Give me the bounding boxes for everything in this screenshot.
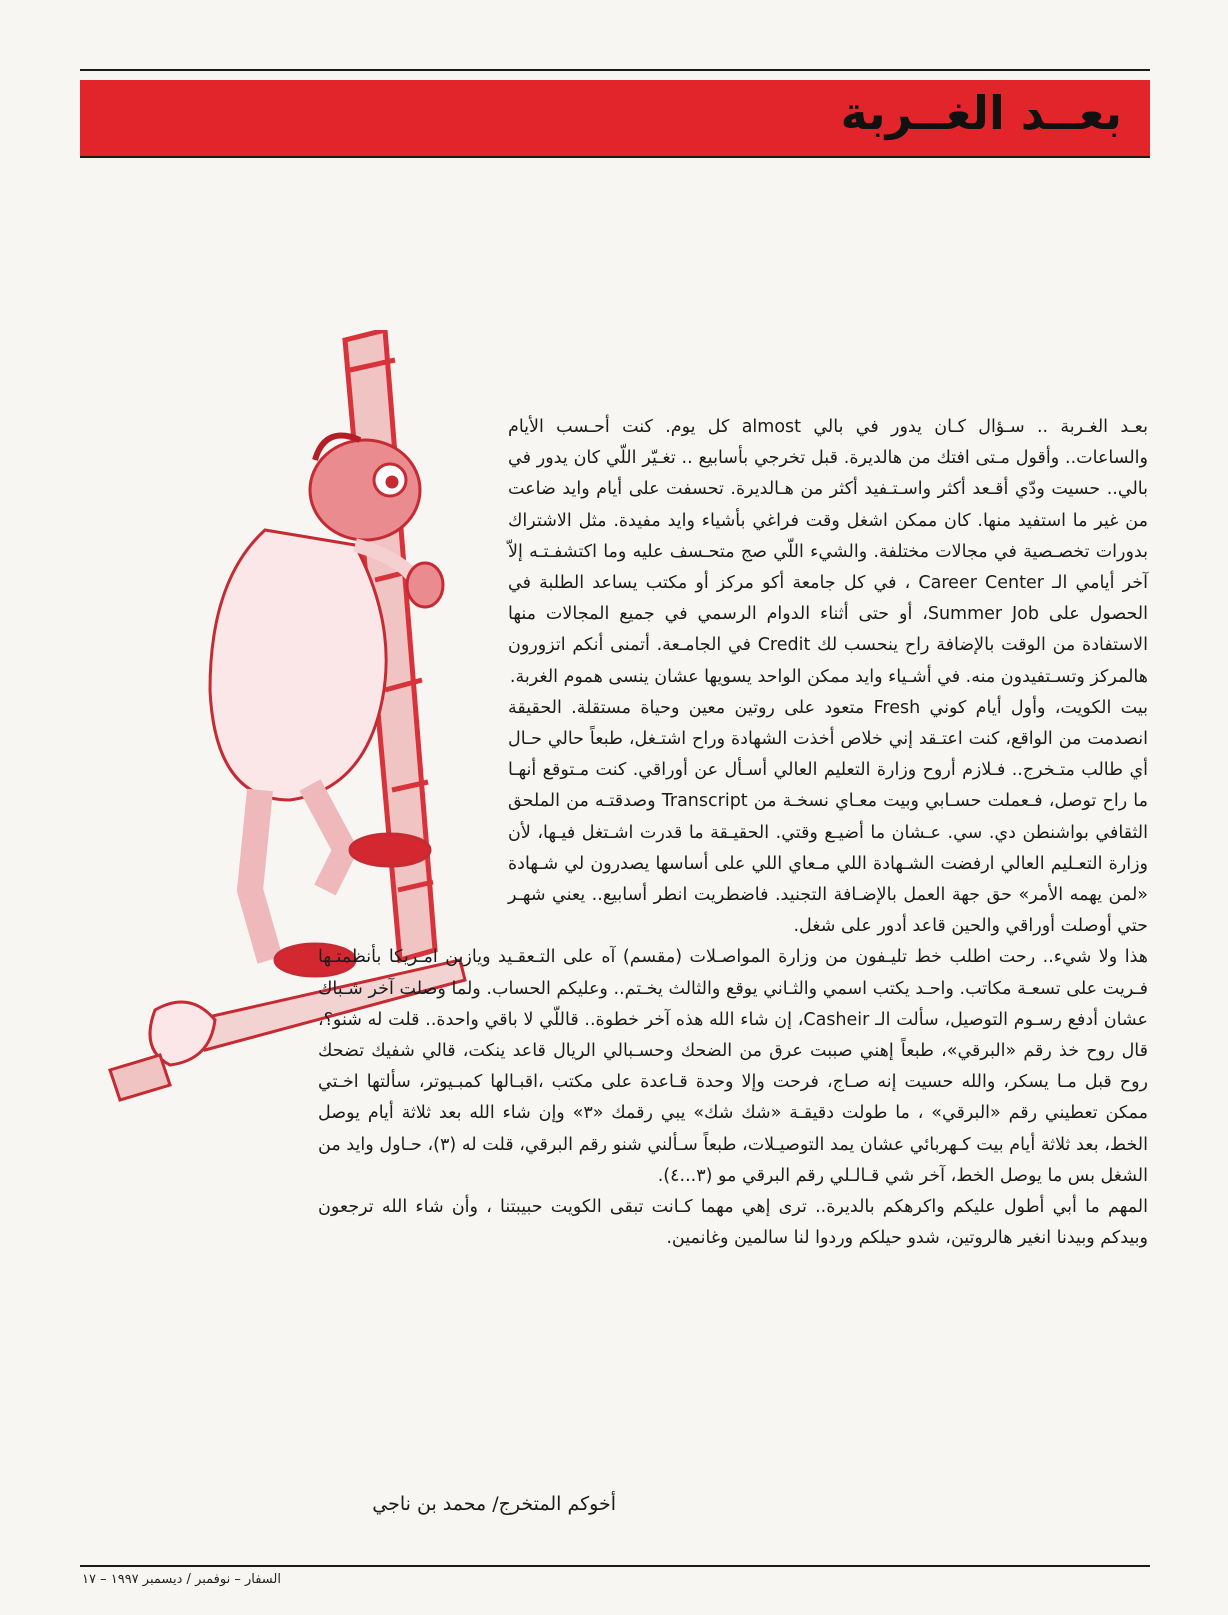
paragraph: بيت الكويت، وأول أيام كوني Fresh متعود على روتين معين وحياة مستقلة. الحقيقة انصدمت من الواقع، كنت اعتـقد إني خلاص أخذت الشهادة وراح اشتـغل، طبعاً حالي حـال أي طالب متـخرج.. فـلازم أروح وزارة التعليم العالي أسـأل عن أوراقي. كنت مـتوقع أنهـا ما راح توصل، فـعملت حسـابي وبيت معـاي نسخـة من Transcript وصدقتـه من الملحق الثقافي بواشنطن دي. سي. عـشان ما أضيـع وقتي. الحقيـقة ما قدرت اشـتغل فيـها، لأن وزارة التعـليم العالي ارفضت الشـهادة اللي مـعاي اللي على أساسها يصدرون لي شـهادة «لمن يهمه الأمر» حق جهة العمل بالإضـافة التجنيد. فاضطريت انطر أسابيع.. يعني شهـر حتي أوصلت أوراقي والحين قاعد أدور على شغل. — [508, 697, 1149, 937]
paragraph: بعـد الغـربة .. سـؤال كـان يدور في بالي almost كل يوم. كنت أحـسب الأيام والساعات.. وأقول مـتى افتك من هالديرة. قبل تخرجي بأسابيع .. تغـيّر اللّي كان يدور في بالي.. حسيت ودّي أقـعد أكثر واسـتـفيد أكثر من هـالديرة. تحسفت على أيام وايد ضاعت من غير ما استفيد منها. كان ممكن اشغل وقت فراغي بأشياء وايد مفيدة. مثل الاشتراك بدورات تخصـصية في مجالات مختلفة. والشيء اللّي صج متحـسف عليه وما اكتشفـتـه إلاّ آخر أيامي الـ Career Center ، في كل جامعة أكو مركز أو مكتب يساعد الطلبة في الحصول على Summer Job، أو حتى أثناء الدوام الرسمي في جميع المجالات منها الاستفادة من الوقت بالإضافة راح ينحسب لك Credit في الجامـعة. أتمنى أنكم اتزورون هالمركز وتسـتفيدون منه. في أشـياء وايد ممكن الواحد يسويها عشان ينسى هموم الغربة. — [508, 417, 1148, 687]
page-title: بعــد الغــربة — [840, 86, 1122, 140]
paragraph: المهم ما أبي أطول عليكم واكرهكم بالديرة.. ترى إهي مهما كـانت تبقى الكويت حبيبتنا ، وأن شاء الله ترجعون وبيدكم وبيدنا انغير هالروتين، شدو حيلكم وردوا لنا سالمين وغانمين. — [318, 1197, 1148, 1249]
header-band — [80, 80, 1150, 158]
signature: أخوكم المتخرج/ محمد بن ناجي — [372, 1493, 616, 1515]
top-rule — [80, 69, 1150, 71]
footer-issue-info: السفار – نوفمبر / ديسمبر ١٩٩٧ – ١٧ — [82, 1572, 281, 1587]
bottom-rule — [80, 1565, 1150, 1567]
paragraph: هذا ولا شيء.. رحت اطلب خط تليـفون من وزارة المواصـلات (مقسم) آه على التـعقـيد ويازين امـريكا بأنظمتـها فـريت على تسعـة مكاتب. واحـد يكتب اسمي والثـاني يوقع والثالث يخـتم.. وعليكم الحساب. ولما وصلت آخر شـباك عشان أدفع رسـوم التوصيل، سألت الـ Casheir، إن شاء الله هذه آخر خطوة.. قاللّي لا باقي واحدة.. قلت له شنو؟، قال روح خذ رقم «البرقي»، طبعاً إهني صببت عرق من الضحك وحسـبالي الريال قاعد ينكت، قالي شفيك تضحك روح قبل مـا يسكر، والله حسيت إنه صـاج، فرحت وإلا وحدة قـاعدة على مكتب ،اقبـالها كمبـيوتر، سألتها اخـتي ممكن تعطيني رقم «البرقي» ، ما طولت دقيقـة «شك شك» يبي رقمك «٣» وإن شاء الله بعد ثلاثة أيام يوصل الخط، بعد ثلاثة أيام بيت كـهربائي عشان يمد التوصيـلات، طبعاً سـألني شنو رقم البرقي، قلت له (٣)، حـاول وايد من الشغل بس ما يوصل الخط، آخر شي قـالـلي رقم البرقي مو (٣...٤). — [318, 947, 1149, 1186]
article-body — [318, 412, 1148, 1254]
